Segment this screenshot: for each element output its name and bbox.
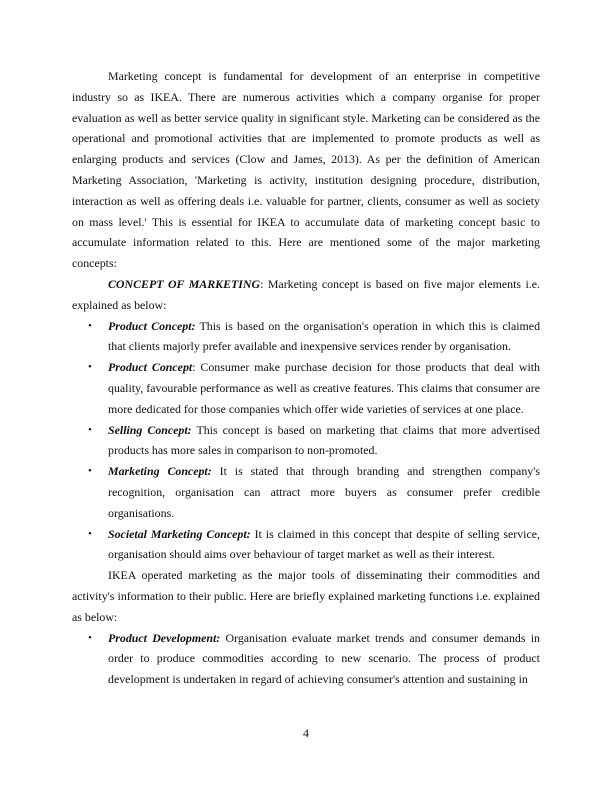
list-item-text: This is based on the organisation's operation in which this is claimed that clients majorly prefer available and inexpensive services render by organisation. <box>108 318 541 354</box>
concept-heading: CONCEPT OF MARKETING <box>108 276 261 291</box>
list-item <box>72 628 540 690</box>
list-item <box>72 316 540 358</box>
bullet-icon: • <box>88 361 92 374</box>
list-item-text: Organisation evaluate market trends and consumer demands in order to produce commodities according to new scenario. The process of product development is undertaken in regard of achieving consumer's attention and sustaining in <box>108 630 540 687</box>
list-item-text: It is claimed in this concept that despite of selling service, organisation should aims over behaviour of target market as well as their interest. <box>108 526 540 562</box>
functions-paragraph: IKEA operated marketing as the major tools of disseminating their commodities and activity's information to their public. Here are briefly explained marketing functions i.e. explained as below: <box>72 568 540 624</box>
concepts-list <box>72 316 540 566</box>
bullet-icon: • <box>88 319 92 332</box>
list-item <box>72 461 540 523</box>
concept-paragraph <box>72 274 540 316</box>
concept-intro: : Marketing concept is based on five major elements i.e. explained as below: <box>72 276 540 312</box>
list-item-text: This concept is based on marketing that claims that more advertised products has more sales in comparison to non-promoted. <box>108 422 540 458</box>
list-item-text: It is stated that through branding and strengthen company's recognition, organisation can attract more buyers as consumer prefer credible organisations. <box>108 464 540 520</box>
list-item-term: Product Concept: <box>108 318 196 333</box>
page-number: 4 <box>303 726 309 740</box>
list-item-term: Marketing Concept: <box>108 464 212 479</box>
functions-list <box>72 628 540 690</box>
intro-paragraph: Marketing concept is fundamental for development of an enterprise in competitive industry so as IKEA. There are numerous activities which a company organise for proper evaluation as well as better service quality in significant style. Marketing can be considered as the operational and promotional activities that are implemented to promote products as well as enlarging products and services (Clow and James, 2013). As per the definition of American Marketing Association, 'Marketing is activity, institution designing procedure, distribution, interaction as well as offering deals i.e. valuable for partner, clients, consumer as well as society on mass level.' This is essential for IKEA to accumulate data of marketing concept basic to accumulate information related to this. Here are mentioned some of the major marketing concepts: <box>72 69 540 271</box>
bullet-icon: • <box>88 527 92 540</box>
list-item-term: Selling Concept: <box>108 422 192 437</box>
list-item <box>72 524 540 566</box>
list-item <box>72 357 540 419</box>
list-item-term: Societal Marketing Concept: <box>108 526 251 541</box>
list-item-text: : Consumer make purchase decision for those products that deal with quality, favourable performance as well as creative features. This claims that consumer are more dedicated for those companies which offer wide varieties of services at one place. <box>108 360 540 416</box>
list-item-term: Product Development: <box>108 630 221 645</box>
bullet-icon: • <box>88 465 92 478</box>
bullet-icon: • <box>88 631 92 644</box>
list-item-term: Product Concept <box>108 360 193 375</box>
bullet-icon: • <box>88 423 92 436</box>
list-item <box>72 420 540 462</box>
document-body <box>72 66 540 690</box>
